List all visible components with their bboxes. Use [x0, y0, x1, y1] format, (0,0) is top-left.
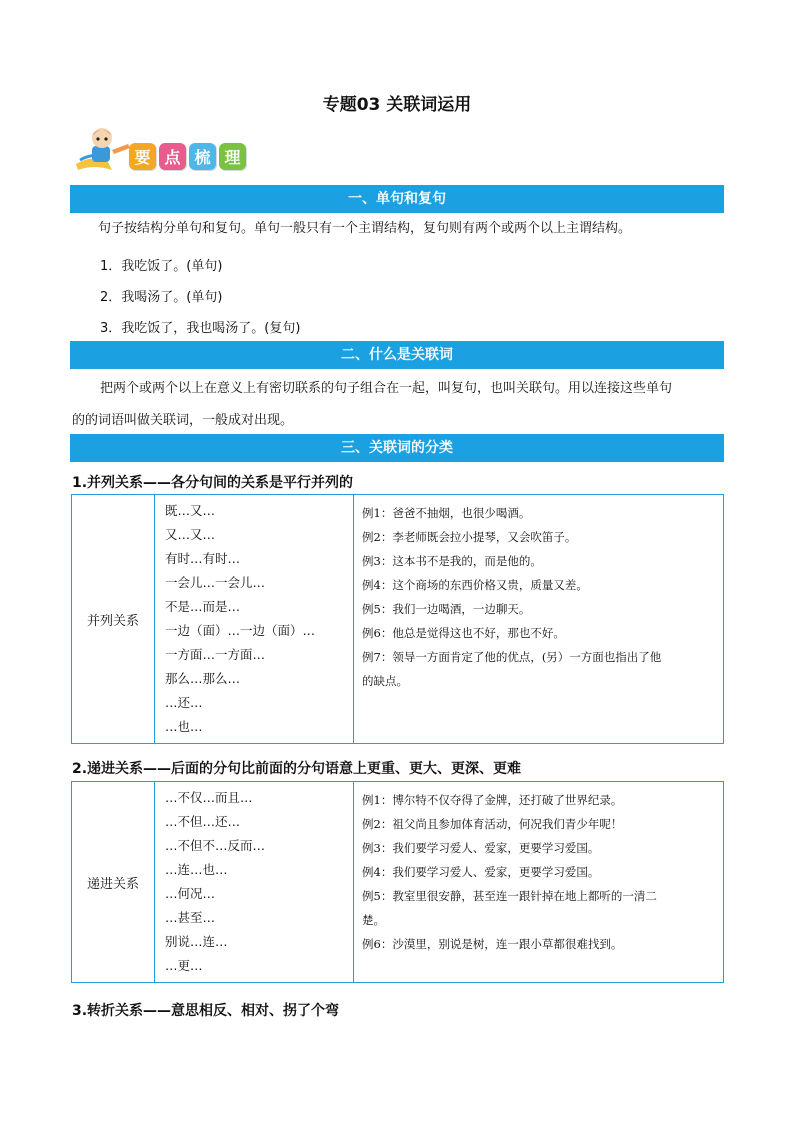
- example-sentence: 例3：这本书不是我的，而是他的。: [362, 554, 542, 568]
- connective: …不但不…反而…: [165, 838, 266, 853]
- connective: …不仅…而且…: [165, 790, 253, 805]
- definition-text-line: 的的词语叫做关联词，一般成对出现。: [72, 413, 294, 428]
- badge-tiles: [129, 143, 246, 170]
- badge-tile: 点: [159, 143, 186, 170]
- example-sentences: [354, 782, 724, 983]
- student-reading-icon: [72, 124, 134, 174]
- section-banner: 二、什么是关联词: [70, 341, 724, 369]
- connective: …甚至…: [165, 910, 216, 925]
- connective: …更…: [165, 958, 203, 973]
- connective: 一边（面）…一边（面）…: [165, 623, 316, 638]
- connective: 一方面…一方面…: [165, 647, 266, 662]
- connective: 不是…而是…: [165, 599, 241, 614]
- example-sentence: 例6：沙漠里，别说是树，连一跟小草都很难找到。: [362, 937, 623, 951]
- page-title: 专题03 关联词运用: [322, 95, 472, 115]
- connective: 既…又…: [165, 503, 216, 518]
- subsection-heading: 1.并列关系——各分句间的关系是平行并列的: [72, 475, 354, 491]
- key-points-badge: [72, 124, 262, 174]
- example-sentence: 楚。: [362, 913, 385, 927]
- connective-list: [155, 495, 354, 744]
- connective: 那么…那么…: [165, 671, 241, 686]
- progressive-relation-table: [71, 781, 724, 983]
- coordinate-relation-table: [71, 494, 724, 744]
- example-sentence: 例5：我们一边喝酒，一边聊天。: [362, 602, 531, 616]
- example-sentence: 的缺点。: [362, 674, 408, 688]
- connective: 一会儿…一会儿…: [165, 575, 266, 590]
- example-sentences: [354, 495, 724, 744]
- connective: 有时…有时…: [165, 551, 241, 566]
- example-sentence: 例4：我们要学习爱人、爱家，更要学习爱国。: [362, 865, 600, 879]
- example-sentence: 例5：教室里很安静，甚至连一跟针掉在地上都听的一清二: [362, 889, 657, 903]
- section-banner: 一、单句和复句: [70, 185, 724, 213]
- section-banner: 三、关联词的分类: [70, 434, 724, 462]
- connective: …何况…: [165, 886, 216, 901]
- definition-text-line: 把两个或两个以上在意义上有密切联系的句子组合在一起，叫复句，也叫关联句。用以连接这些单句: [100, 381, 673, 396]
- connective: …还…: [165, 695, 203, 710]
- badge-tile: 理: [219, 143, 246, 170]
- badge-tile: 要: [129, 143, 156, 170]
- connective: …不但…还…: [165, 814, 241, 829]
- example-item: 1．我吃饭了。(单句): [100, 259, 223, 274]
- connective: 又…又…: [165, 527, 216, 542]
- connective: …连…也…: [165, 862, 228, 877]
- example-sentence: 例3：我们要学习爱人、爱家，更要学习爱国。: [362, 841, 600, 855]
- connective: …也…: [165, 719, 203, 734]
- example-sentence: 例2：祖父尚且参加体育活动，何况我们青少年呢！: [362, 817, 623, 831]
- connective-list: [155, 782, 354, 983]
- section-intro: 句子按结构分单句和复句。单句一般只有一个主谓结构，复句则有两个或两个以上主谓结构。: [98, 221, 632, 236]
- relation-type: 递进关系: [72, 782, 155, 983]
- example-sentence: 例6：他总是觉得这也不好，那也不好。: [362, 626, 565, 640]
- example-sentence: 例1：爸爸不抽烟，也很少喝酒。: [362, 506, 531, 520]
- example-sentence: 例2：李老师既会拉小提琴，又会吹笛子。: [362, 530, 577, 544]
- connective: 别说…连…: [165, 934, 228, 949]
- badge-tile: 梳: [189, 143, 216, 170]
- example-item: 2．我喝汤了。(单句): [100, 290, 223, 305]
- example-sentence: 例7：领导一方面肯定了他的优点，(另）一方面也指出了他: [362, 650, 662, 664]
- example-sentence: 例4：这个商场的东西价格又贵，质量又差。: [362, 578, 588, 592]
- subsection-heading: 3.转折关系——意思相反、相对、拐了个弯: [72, 1003, 340, 1019]
- example-item: 3．我吃饭了，我也喝汤了。(复句): [100, 321, 301, 336]
- relation-type: 并列关系: [72, 495, 155, 744]
- subsection-heading: 2.递进关系——后面的分句比前面的分句语意上更重、更大、更深、更难: [72, 761, 522, 777]
- example-sentence: 例1：博尔特不仅夺得了金牌，还打破了世界纪录。: [362, 793, 623, 807]
